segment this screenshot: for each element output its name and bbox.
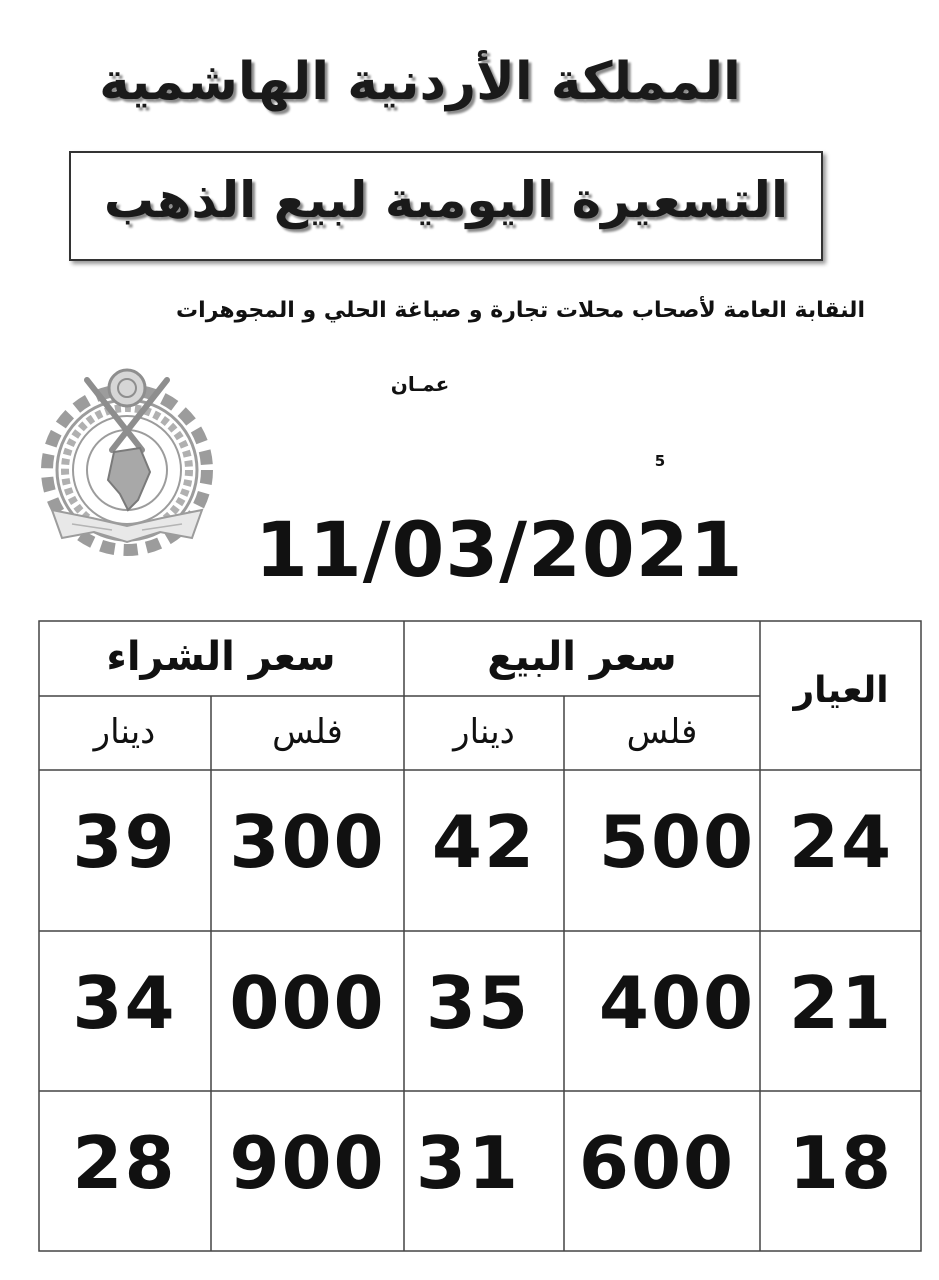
buy-fils-21-cell: 000 — [229, 961, 386, 1045]
karat-header: العيار — [793, 670, 889, 711]
karat-24-cell: 24 — [788, 800, 894, 884]
buy-dinar-24-cell: 39 — [72, 800, 177, 884]
kingdom-title: المملكة الأردنية الهاشمية — [99, 52, 741, 112]
buy-dinar-18-cell: 28 — [72, 1121, 177, 1205]
union-name: النقابة العامة لأصحاب محلات تجارة و صياغة الحلي و المجوهرات — [176, 298, 865, 323]
sell-price-header: سعر البيع — [487, 634, 677, 680]
buy-price-header: سعر الشراء — [106, 634, 336, 680]
sell-dinar-header: دينار — [453, 712, 515, 752]
sell-dinar-18-cell: 31 — [415, 1121, 521, 1205]
sell-fils-24-cell: 500 — [598, 800, 756, 884]
buy-dinar-21-cell: 34 — [72, 961, 177, 1045]
sell-fils-18-cell: 600 — [578, 1121, 736, 1205]
karat-18-cell: 18 — [788, 1121, 894, 1205]
city-name: عمـان — [390, 372, 450, 396]
jewelers-union-emblem-icon — [32, 360, 222, 560]
sell-dinar-21-cell: 35 — [425, 961, 531, 1045]
price-date: 11/03/2021 — [255, 505, 744, 594]
bulletin-title: التسعيرة اليومية لبيع الذهب — [103, 171, 789, 229]
buy-dinar-header: دينار — [93, 712, 156, 752]
karat-21-cell: 21 — [788, 961, 894, 1045]
buy-fils-header: فلس — [272, 712, 343, 752]
sell-fils-header: فلس — [626, 712, 698, 752]
bulletin-title-box — [69, 151, 823, 261]
price-table — [38, 620, 922, 1252]
buy-fils-24-cell: 300 — [229, 800, 386, 884]
sell-dinar-24-cell: 42 — [431, 800, 537, 884]
sell-fils-21-cell: 400 — [598, 961, 756, 1045]
page-number: 5 — [654, 452, 666, 470]
buy-fils-18-cell: 900 — [229, 1121, 386, 1205]
